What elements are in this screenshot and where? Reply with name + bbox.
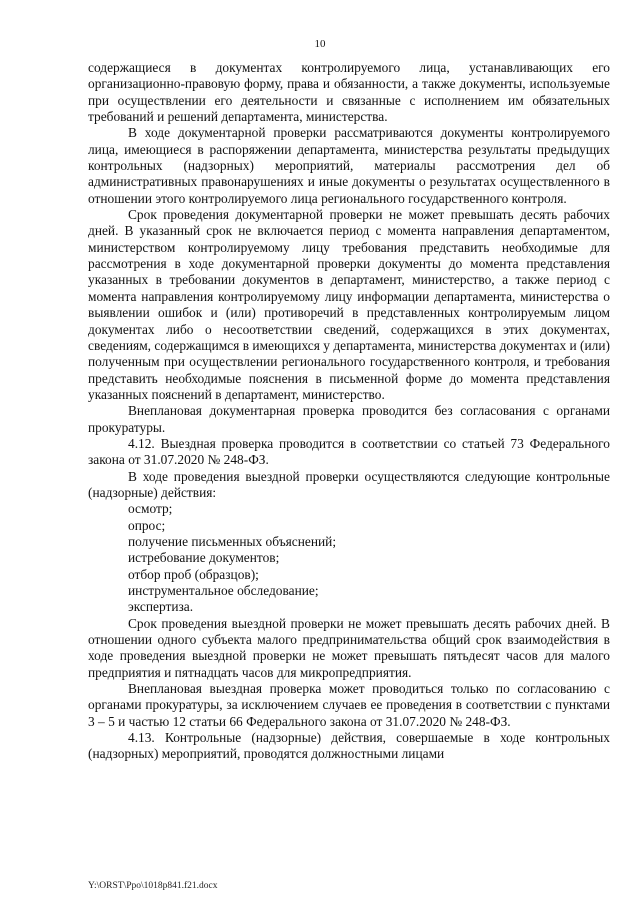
section-4-13-paragraph: 4.13. Контрольные (надзорные) действия, совершаемые в ходе контрольных (надзорных) мероприятий, проводятся должностными лицами (88, 730, 610, 762)
list-item: опрос; (128, 517, 166, 533)
page-number: 10 (314, 38, 326, 50)
paragraph: Внеплановая документарная проверка проводится без согласования с органами прокуратуры. (88, 403, 610, 435)
list-item: осмотр; (128, 501, 173, 517)
paragraph: В ходе проведения выездной проверки осуществляются следующие контрольные (надзорные) действия: (88, 468, 610, 500)
list-item: экспертиза. (128, 599, 194, 615)
footer-file-path: Y:\ORST\Ppo\1018p841.f21.docx (88, 881, 218, 891)
section-4-12-paragraph: 4.12. Выездная проверка проводится в соответствии со статьей 73 Федерального закона от 31.07.2020 № 248-ФЗ. (88, 435, 610, 468)
paragraph: В ходе документарной проверки рассматриваются документы контролируемого лица, имеющиеся в распоряжении департамента, министерства результаты предыдущих контрольных (надзорных) мероприятий, материалы рассмотрения дел об административных правонарушениях и иные документы о результатах осуществленного в отношении этого контролируемого лица регионального государственного контроля. (88, 125, 610, 206)
document-body (88, 60, 610, 763)
paragraph: Внеплановая выездная проверка может проводиться только по согласованию с органами прокуратуры, за исключением случаев ее проведения в соответствии с пунктами 3 – 5 и частью 12 статьи 66 Федерального закона от 31.07.2020 № 248-ФЗ. (88, 681, 610, 729)
paragraph: Срок проведения выездной проверки не может превышать десять рабочих дней. В отношении одного субъекта малого предпринимательства общий срок взаимодействия в ходе проведения выездной проверки не может превышать пятьдесят часов для малого предприятия и пятнадцать часов для микропредприятия. (88, 615, 610, 680)
list-item: истребование документов; (128, 550, 280, 566)
paragraph: содержащиеся в документах контролируемого лица, устанавливающих его организационно-правовую форму, права и обязанности, а также документы, используемые при осуществлении его деятельности и связанные с исполнением им обязательных требований и решений департамента, министерства. (88, 60, 610, 125)
list-item: инструментальное обследование; (128, 583, 319, 598)
list-item: получение письменных объяснений; (128, 533, 337, 549)
paragraph: Срок проведения документарной проверки не может превышать десять рабочих дней. В указанный срок не включается период с момента направления департаментом, министерством контролируемому лицу требования представить необходимые для рассмотрения в ходе документарной проверки документы до момента представления указанных в требовании документов в департамент, министерство, а также период с момента направления контролируемому лицу информации департамента, министерства о выявлении ошибок и (или) противоречий в представленных контролируемым лицом документах либо о несоответствии сведений, содержащихся в этих документах, сведениям, содержащимся в имеющихся у департамента, министерства документах и (или) полученным при осуществлении регионального государственного контроля, и требования представить необходимые пояснения в письменной форме до момента представления указанных пояснений в департамент, министерство. (88, 207, 610, 402)
list-item: отбор проб (образцов); (128, 566, 259, 582)
